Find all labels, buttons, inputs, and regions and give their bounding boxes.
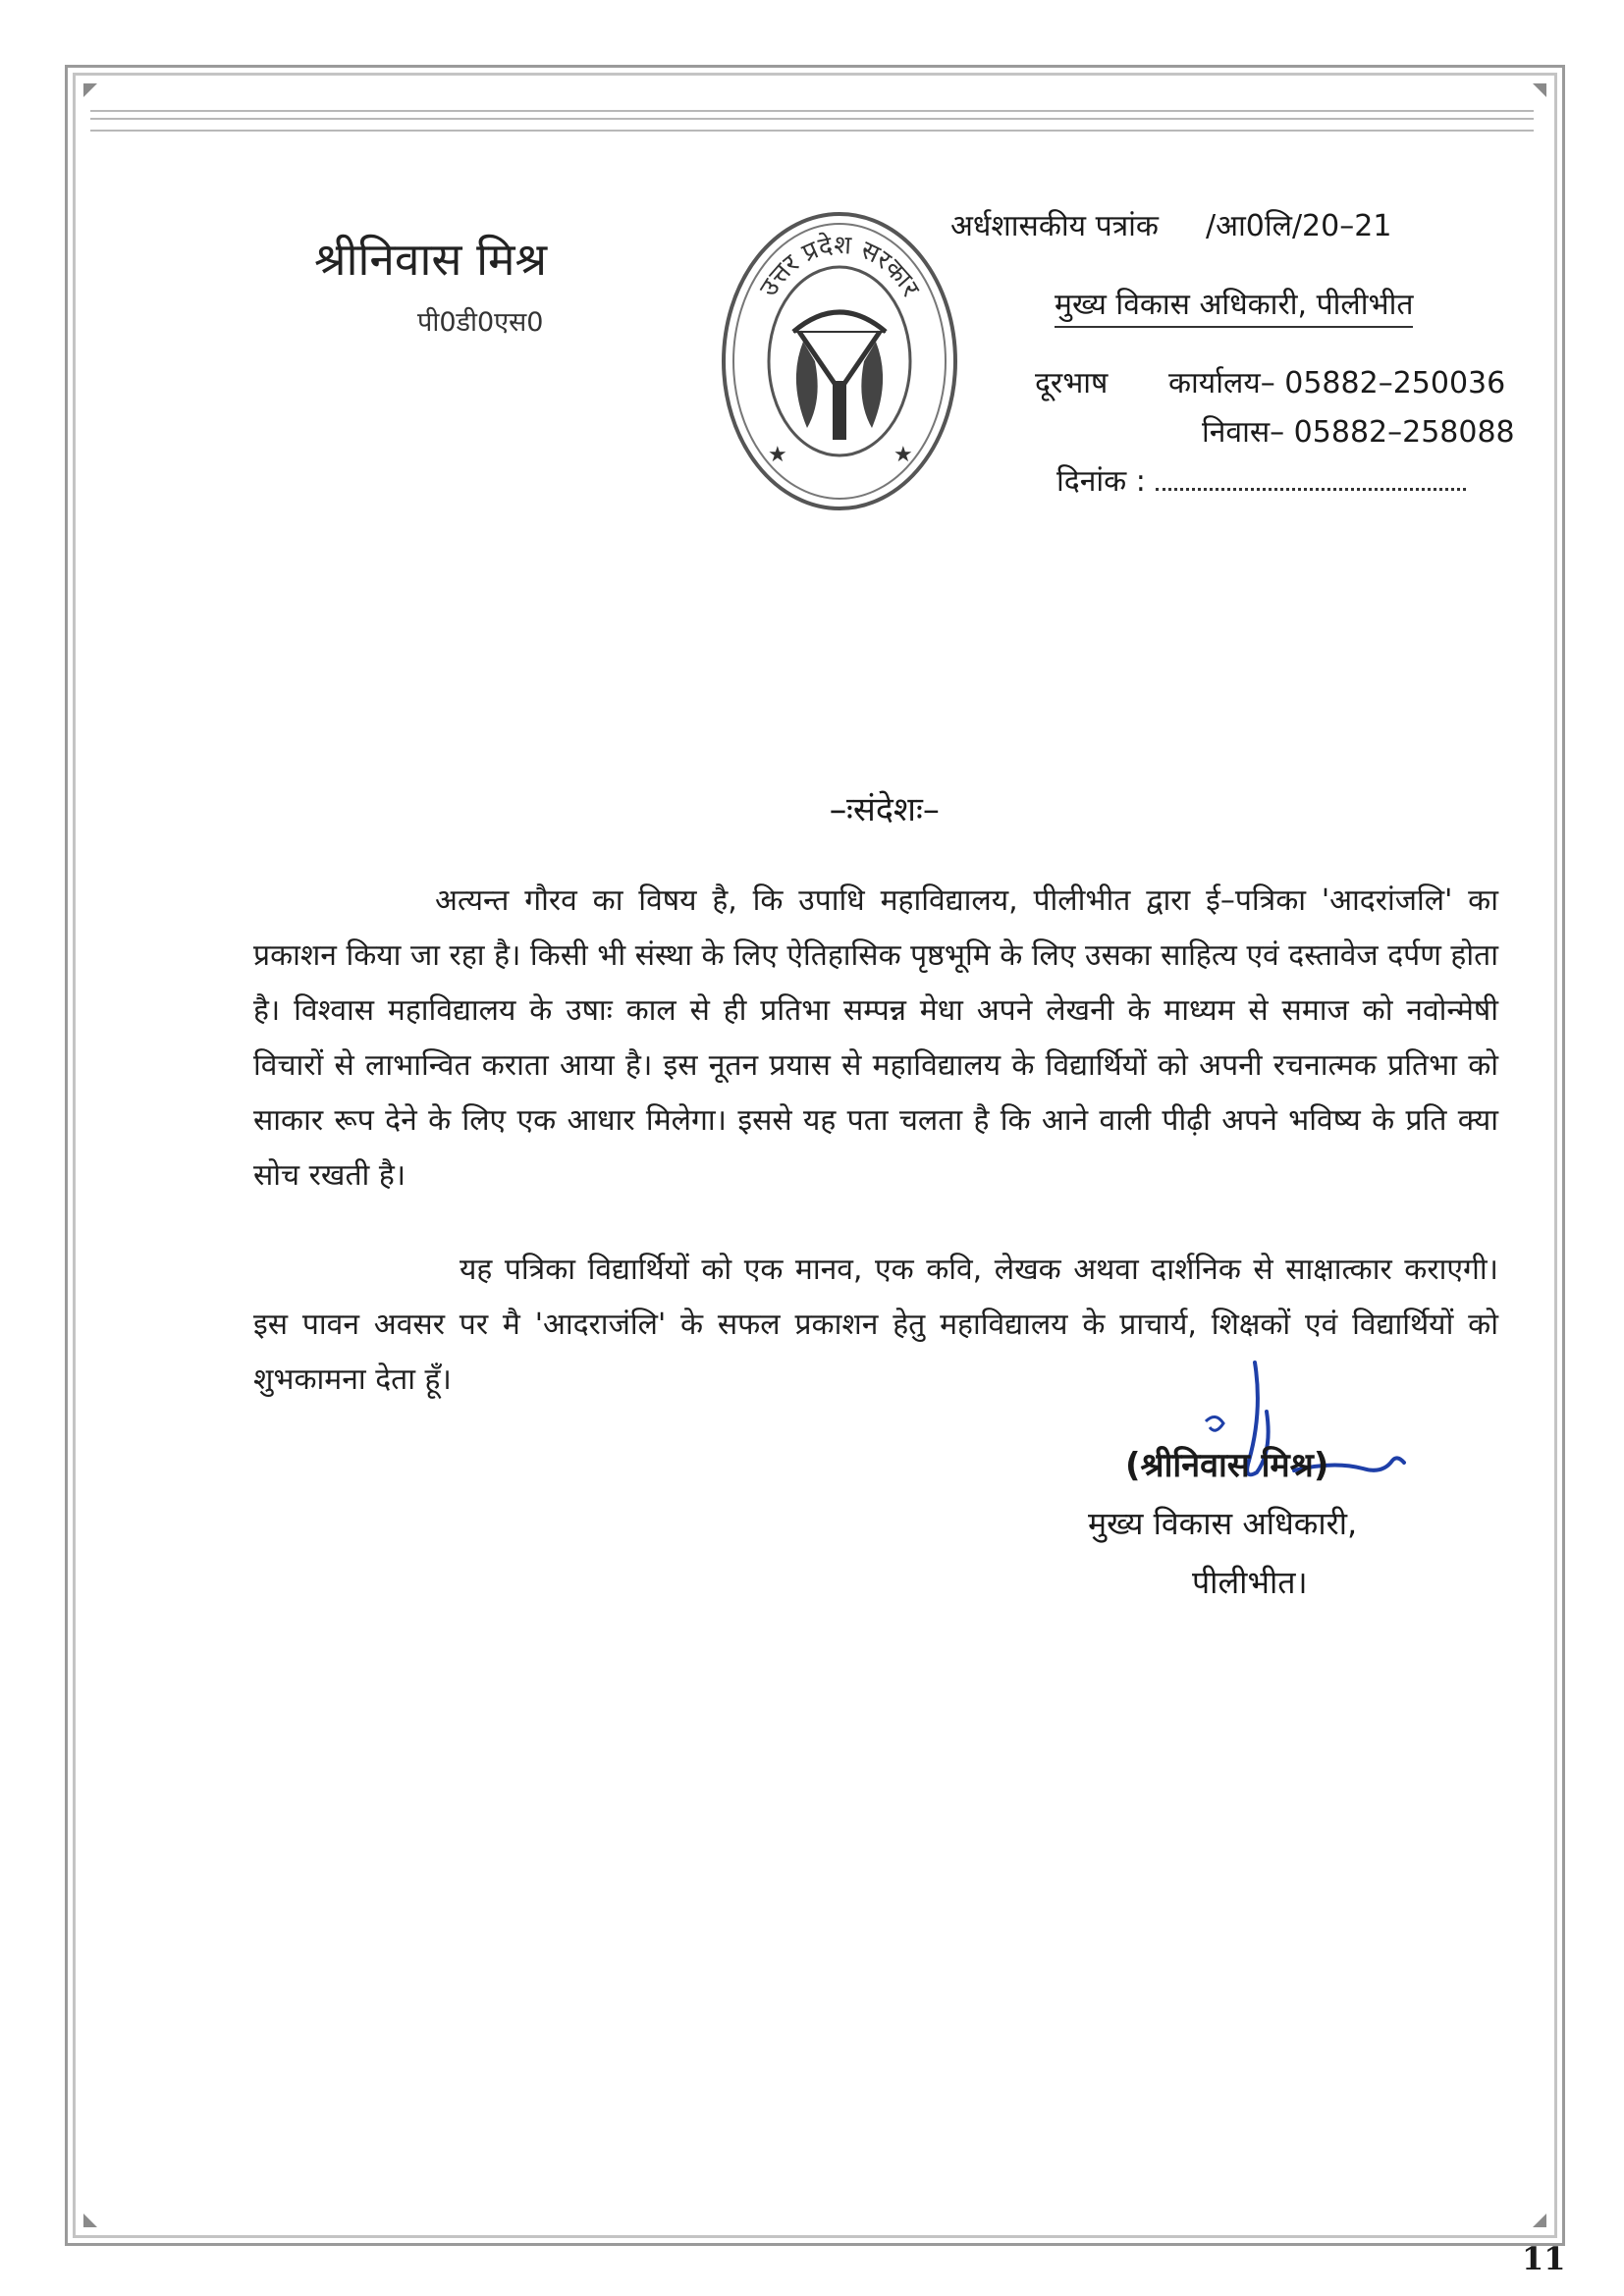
frame-corner-top-left: [83, 83, 97, 97]
reference-number: /आ0लि/20–21: [1205, 209, 1392, 243]
office-title: मुख्य विकास अधिकारी, पीलीभीत: [1055, 283, 1413, 328]
header-rule-3: [90, 130, 1534, 132]
reference-label: अर्धशासकीय पत्रांक: [950, 209, 1159, 243]
letter-subject: –ःसंदेशः–: [830, 790, 940, 829]
handwritten-signature: [1147, 1353, 1422, 1510]
seal-text: उत्तर प्रदेश सरकार: [753, 230, 926, 302]
signatory-designation: मुख्य विकास अधिकारी,: [1088, 1505, 1358, 1542]
phone-office: कार्यालय– 05882–250036: [1168, 366, 1506, 400]
signatory-name: (श्रीनिवास मिश्र): [1125, 1446, 1329, 1485]
frame-corner-bottom-left: [83, 2214, 97, 2227]
svg-text:★: ★: [893, 443, 913, 467]
date-line: [1056, 459, 1466, 500]
sender-name: श्रीनिवास मिश्र: [314, 233, 548, 286]
phone-label: दूरभाष: [1035, 366, 1109, 400]
page-number: 11: [1522, 2240, 1566, 2277]
reference-line: [950, 204, 1391, 244]
header-rule-1: [90, 110, 1534, 112]
message-paragraph-1: अत्यन्त गौरव का विषय है, कि उपाधि महाविद्यालय, पीलीभीत द्वारा ई–पत्रिका 'आदरांजलि' का प्रकाशन किया जा रहा है। किसी भी संस्था के लिए ऐतिहासिक पृष्ठभूमि के लिए उसका साहित्य एवं दस्तावेज दर्पण होता है। विश्वास महाविद्यालय के उषाः काल से ही प्रतिभा सम्पन्न मेधा अपने लेखनी के माध्यम से समाज को नवोन्मेषी विचारों से लाभान्वित कराता आया है। इस नूतन प्रयास से महाविद्यालय के विद्यार्थियों को अपनी रचनात्मक प्रतिभा को साकार रूप देने के लिए एक आधार मिलेगा। इससे यह पता चलता है कि आने वाली पीढ़ी अपने भविष्य के प्रति क्या सोच रखती है।: [253, 883, 1498, 1193]
message-paragraph-2: यह पत्रिका विद्यार्थियों को एक मानव, एक कवि, लेखक अथवा दार्शनिक से साक्षात्कार कराएगी। इस पावन अवसर पर मै 'आदराजंलि' के सफल प्रकाशन हेतु महाविद्यालय के प्राचार्य, शिक्षकों एवं विद्यार्थियों को शुभकामना देता हूँ।: [253, 1253, 1498, 1397]
signatory-place: पीलीभीत।: [1192, 1564, 1308, 1601]
date-blank: [1156, 487, 1466, 491]
phone-residence: निवास– 05882–258088: [1202, 415, 1515, 450]
sender-credential: पी0डी0एस0: [417, 307, 544, 338]
header-rule-2: [90, 118, 1534, 120]
frame-corner-bottom-right: [1533, 2214, 1546, 2227]
state-emblem-seal: [717, 204, 962, 518]
date-label: दिनांक :: [1056, 464, 1146, 499]
svg-text:★: ★: [768, 443, 787, 467]
frame-corner-top-right: [1533, 83, 1546, 97]
